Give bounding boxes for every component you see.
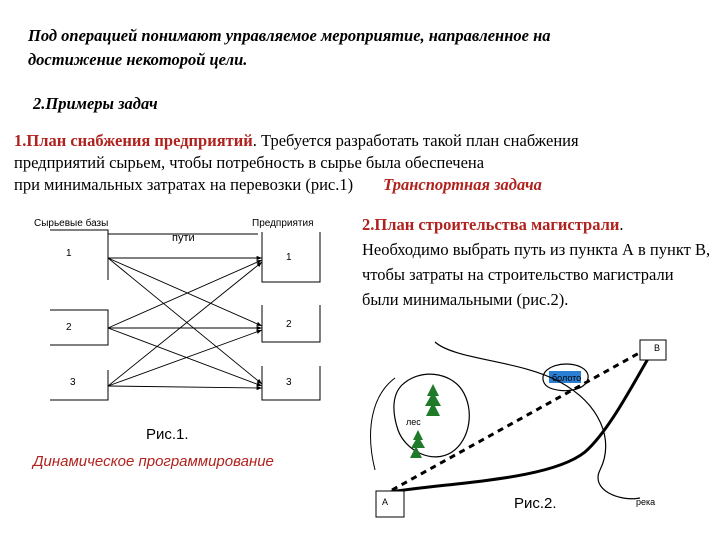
intro-line-1: Под операцией понимают управляемое мероприятие, направленное на xyxy=(28,26,551,45)
fig2-caption: Рис.2. xyxy=(514,495,557,512)
task2-title-dot: . xyxy=(619,215,624,234)
fig1-paths-label: пути xyxy=(172,232,195,244)
target-label-2: 2 xyxy=(286,319,292,330)
source-box-1 xyxy=(50,230,108,280)
dynamic-programming-label: Динамическое программирование xyxy=(33,453,274,470)
path-2-1 xyxy=(108,260,262,328)
transport-problem-tag: Транспортная задача xyxy=(383,175,542,194)
path-1-2 xyxy=(108,258,262,326)
figure-2-diagram xyxy=(371,340,666,517)
point-b-label: В xyxy=(654,343,661,353)
fig1-sources-label: Сырьевые базы xyxy=(34,218,109,229)
source-box-3 xyxy=(50,370,108,400)
source-box-2 xyxy=(50,310,108,345)
intro-line-2: достижение некоторой цели. xyxy=(28,50,248,69)
fig1-caption: Рис.1. xyxy=(146,426,189,443)
source-label-1: 1 xyxy=(66,248,72,259)
road-curve xyxy=(390,352,652,492)
point-a-box xyxy=(376,491,404,517)
swamp-label: болото xyxy=(552,373,582,383)
path-3-1 xyxy=(108,262,262,386)
task1-line1-rest: . Требуется разработать такой план снабжения xyxy=(252,131,579,150)
source-label-2: 2 xyxy=(66,322,72,333)
target-label-1: 1 xyxy=(286,252,292,263)
fig1-targets-label: Предприятия xyxy=(252,218,314,229)
point-b-box xyxy=(640,340,666,360)
source-label-3: 3 xyxy=(70,377,76,388)
point-a-label: А xyxy=(382,497,389,507)
task1-title: 1.План снабжения предприятий xyxy=(14,131,253,150)
task1-line-2: предприятий сырьем, чтобы потребность в сырье была обеспечена xyxy=(14,153,485,172)
forest-label: лес xyxy=(406,417,421,427)
river xyxy=(435,342,640,499)
path-1-3 xyxy=(108,258,262,384)
fig2-boundary xyxy=(371,378,395,470)
task2-body: Необходимо выбрать путь из пункта А в пункт В, чтобы затраты на строительство магистрали были минимальными (рис.2). xyxy=(362,240,711,309)
path-3-3 xyxy=(108,386,262,388)
task1-line3-text: при минимальных затратах на перевозки (рис.1) xyxy=(14,175,354,194)
section-title: 2.Примеры задач xyxy=(33,94,158,113)
task2-title: 2.План строительства магистрали xyxy=(362,215,620,234)
target-label-3: 3 xyxy=(286,377,292,388)
river-label: река xyxy=(636,497,656,507)
